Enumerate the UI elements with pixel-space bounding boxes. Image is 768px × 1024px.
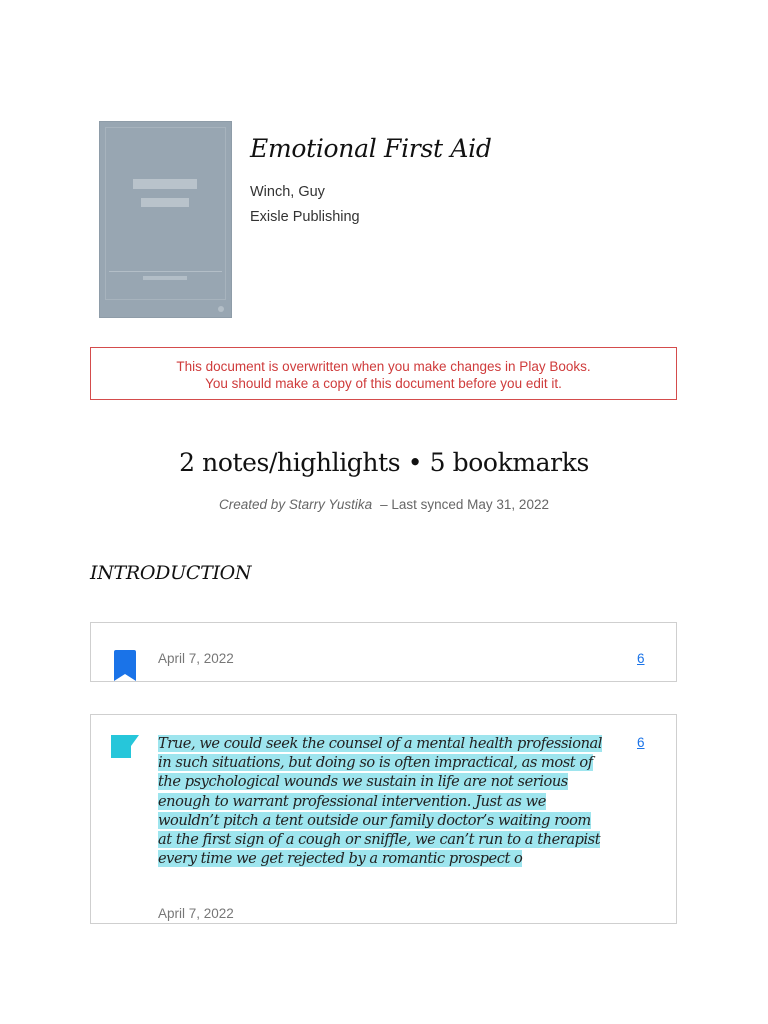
book-author: Winch, Guy <box>250 184 325 200</box>
highlight-flag-icon <box>109 734 140 759</box>
sync-meta <box>0 497 768 512</box>
creator-label: Created by Starry Yustika <box>219 497 373 512</box>
highlight-text <box>158 734 603 868</box>
bookmark-entry <box>90 622 677 682</box>
overwrite-warning <box>90 347 677 400</box>
book-cover <box>99 121 232 318</box>
entry-date: April 7, 2022 <box>158 651 234 666</box>
warning-line-1: This document is overwritten when you make changes in Play Books. <box>176 359 591 374</box>
section-heading: INTRODUCTION <box>90 562 252 584</box>
book-publisher: Exisle Publishing <box>250 209 360 225</box>
notes-summary: 2 notes/highlights • 5 bookmarks <box>179 448 589 477</box>
cover-divider <box>109 271 222 272</box>
cover-subtitle-placeholder <box>141 198 189 207</box>
last-synced-label: – Last synced May 31, 2022 <box>380 497 549 512</box>
entry-date: April 7, 2022 <box>158 906 234 921</box>
warning-line-2: You should make a copy of this document before you edit it. <box>205 376 562 391</box>
highlight-text-content: True, we could seek the counsel of a mental health professional in such situations, but doing so is often impractical, as most of the psychological wounds we sustain in life are not serious enough to warrant professional intervention. Just as we wouldn’t pitch a tent outside our family doctor’s waiting room at the first sign of a cough or sniffle, we can’t run to a therapist every time we get rejected by a romantic prospect o <box>158 735 602 868</box>
page-link[interactable]: 6 <box>637 651 645 666</box>
book-title: Emotional First Aid <box>250 134 492 163</box>
bookmark-icon <box>113 650 137 682</box>
cover-publisher-logo <box>218 306 224 312</box>
page-link[interactable]: 6 <box>637 735 645 750</box>
cover-author-placeholder <box>143 276 187 280</box>
cover-title-placeholder <box>133 179 197 189</box>
cover-frame <box>105 127 226 300</box>
highlight-entry <box>90 714 677 924</box>
